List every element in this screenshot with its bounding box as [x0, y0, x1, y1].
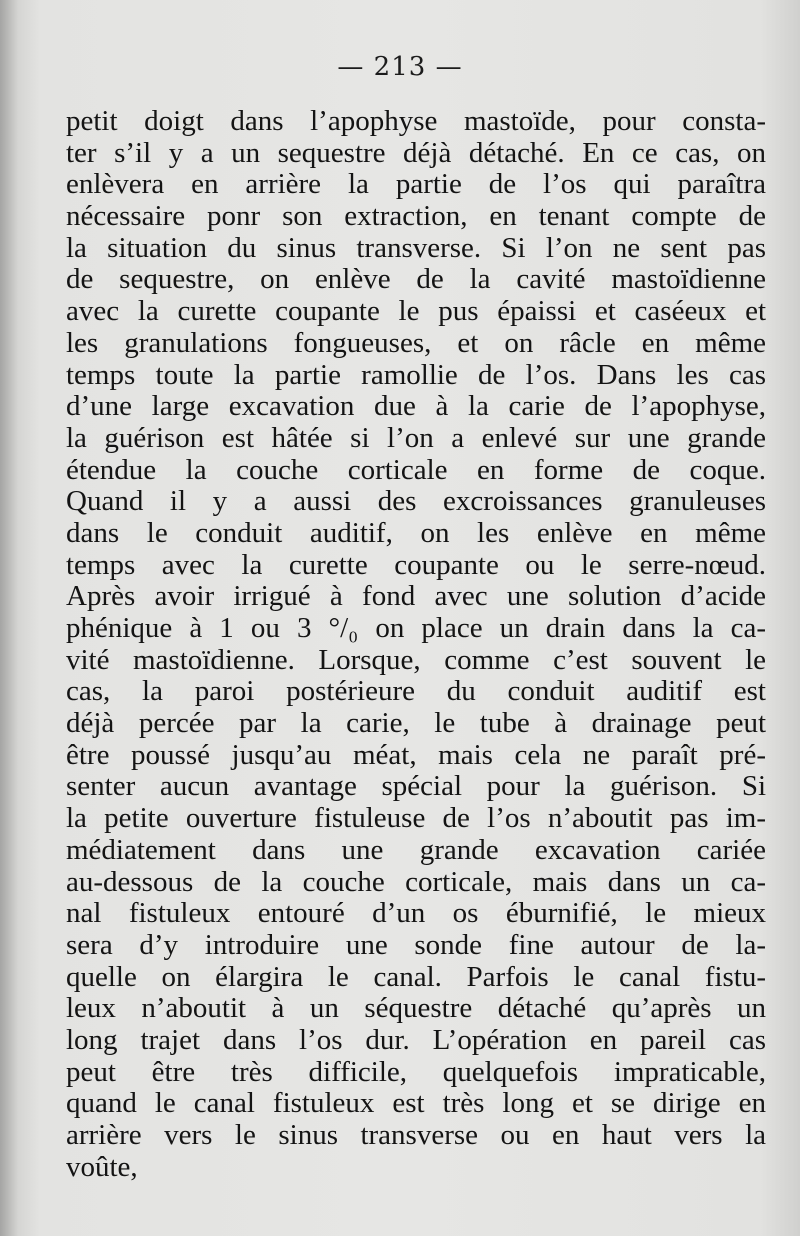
- text-line: ter s’il y a un sequestre déjà détaché. En ce cas, on: [66, 137, 766, 169]
- text-line: peut être très difficile, quelquefois impraticable,: [66, 1056, 766, 1088]
- text-line: étendue la couche corticale en forme de coque.: [66, 454, 766, 486]
- text-line: nal fistuleux entouré d’un os éburnifié, le mieux: [66, 898, 766, 930]
- text-line: temps toute la partie ramollie de l’os. Dans les cas: [66, 359, 766, 391]
- text-line: avec la curette coupante le pus épaissi et caséeux et: [66, 296, 766, 328]
- text-line: dans le conduit auditif, on les enlève en même: [66, 517, 766, 549]
- text-line: la petite ouverture fistuleuse de l’os n’aboutit pas im-: [66, 803, 766, 835]
- text-line: voûte,: [66, 1151, 138, 1183]
- text-line: temps avec la curette coupante ou le serre-nœud.: [66, 549, 766, 581]
- page-number: — 213 —: [337, 52, 463, 82]
- text-line: médiatement dans une grande excavation cariée: [66, 834, 766, 866]
- text-line: de sequestre, on enlève de la cavité mastoïdienne: [66, 264, 766, 296]
- spine-shadow: [0, 0, 18, 1236]
- text-line: déjà percée par la carie, le tube à drainage peut: [66, 708, 766, 740]
- text-line: petit doigt dans l’apophyse mastoïde, pour consta-: [66, 106, 766, 137]
- text-line: senter aucun avantage spécial pour la guérison. Si: [66, 771, 766, 803]
- text-line: leux n’aboutit à un séquestre détaché qu’après un: [66, 993, 766, 1025]
- text-line: la guérison est hâtée si l’on a enlevé sur une grande: [66, 422, 766, 454]
- text-line: sera d’y introduire une sonde fine autour de la-: [66, 929, 766, 961]
- text-line: Quand il y a aussi des excroissances granuleuses: [66, 486, 766, 518]
- text-line: quelle on élargira le canal. Parfois le canal fistu-: [66, 961, 766, 993]
- text-line: être poussé jusqu’au méat, mais cela ne paraît pré-: [66, 739, 766, 771]
- text-line: cas, la paroi postérieure du conduit auditif est: [66, 676, 766, 708]
- text-line: enlèvera en arrière la partie de l’os qui paraîtra: [66, 169, 766, 201]
- body-text: [66, 106, 766, 1183]
- text-line: au-dessous de la couche corticale, mais dans un ca-: [66, 866, 766, 898]
- text-line: vité mastoïdienne. Lorsque, comme c’est souvent le: [66, 644, 766, 676]
- text-line: Après avoir irrigué à fond avec une solution d’acide: [66, 581, 766, 613]
- text-line: la situation du sinus transverse. Si l’on ne sent pas: [66, 232, 766, 264]
- text-line: d’une large excavation due à la carie de l’apophyse,: [66, 391, 766, 423]
- text-line: nécessaire ponr son extraction, en tenant compte de: [66, 201, 766, 233]
- text-line: les granulations fongueuses, et on râcle en même: [66, 327, 766, 359]
- text-line: long trajet dans l’os dur. L’opération en pareil cas: [66, 1024, 766, 1056]
- text-line: quand le canal fistuleux est très long et se dirige en: [66, 1088, 766, 1120]
- text-line: phénique à 1 ou 3 °/₀ on place un drain dans la ca-: [66, 613, 766, 644]
- text-line: arrière vers le sinus transverse ou en haut vers la: [66, 1120, 766, 1151]
